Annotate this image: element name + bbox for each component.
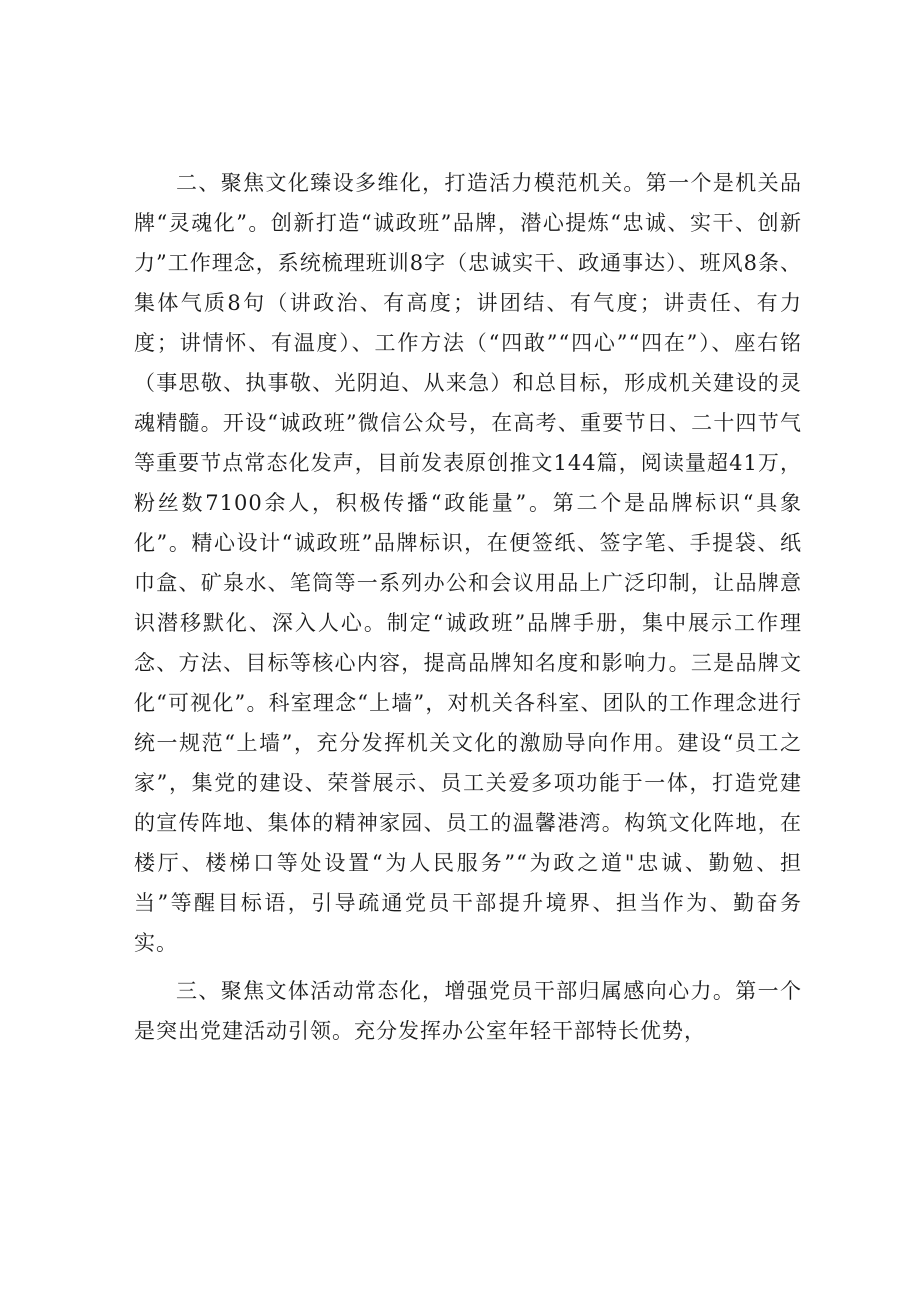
- document-body: [134, 163, 802, 1051]
- paragraph-section-three: 三、聚焦文体活动常态化，增强党员干部归属感向心力。第一个是突出党建活动引领。充分发挥办公室年轻干部特长优势，: [134, 979, 802, 1043]
- paragraph-section-two: 二、聚焦文化臻设多维化，打造活力模范机关。第一个是机关品牌“灵魂化”。创新打造“诚政班”品牌，潜心提炼“忠诚、实干、创新力”工作理念，系统梳理班训8字（忠诚实干、政通事达）、班风8条、集体气质8句（讲政治、有高度；讲团结、有气度；讲责任、有力度；讲情怀、有温度）、工作方法（“四敢”“四心”“四在”）、座右铭（事思敬、执事敬、光阴迫、从来急）和总目标，形成机关建设的灵魂精髓。开设“诚政班”微信公众号，在高考、重要节日、二十四节气等重要节点常态化发声，目前发表原创推文144篇，阅读量超41万，粉丝数7100余人，积极传播“政能量”。第二个是品牌标识“具象化”。精心设计“诚政班”品牌标识，在便签纸、签字笔、手提袋、纸巾盒、矿泉水、笔筒等一系列办公和会议用品上广泛印制，让品牌意识潜移默化、深入人心。制定“诚政班”品牌手册，集中展示工作理念、方法、目标等核心内容，提高品牌知名度和影响力。三是品牌文化“可视化”。科室理念“上墙”，对机关各科室、团队的工作理念进行统一规范“上墙”，充分发挥机关文化的激励导向作用。建设“员工之家”，集党的建设、荣誉展示、员工关爱多项功能于一体，打造党建的宣传阵地、集体的精神家园、员工的温馨港湾。构筑文化阵地，在楼厅、楼梯口等处设置“为人民服务”“为政之道"忠诚、勤勉、担当”等醒目标语，引导疏通党员干部提升境界、担当作为、勤奋务实。: [134, 171, 802, 955]
